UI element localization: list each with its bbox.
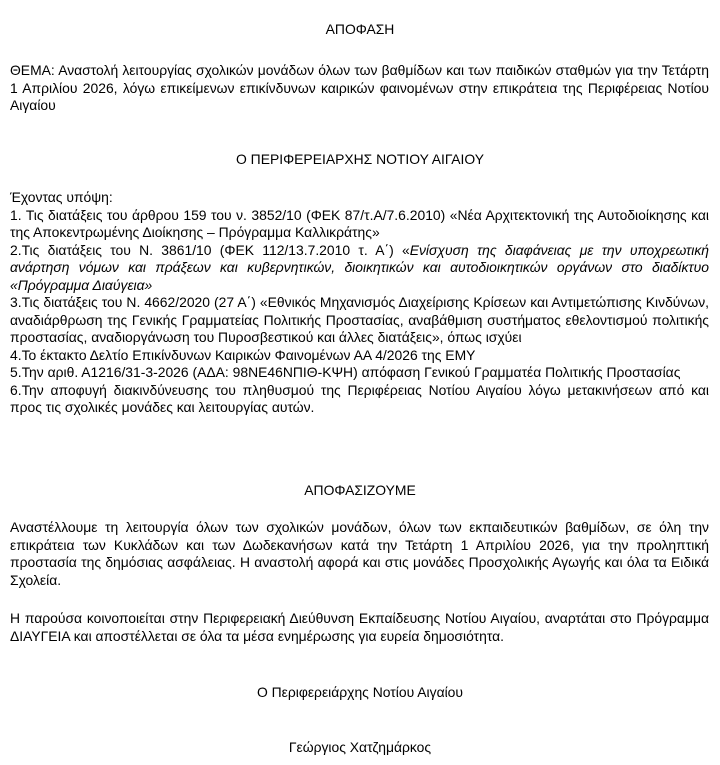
consideration-item-2-italic: Ενίσχυση της διαφάνειας με την υποχρεωτική ανάρτηση νόμων και πράξεων και κυβερνητικών, διοικητικών και αυτοδιοικητικών οργάνων στο διαδίκτυο «Πρόγραμμα Διαύγεια» xyxy=(10,241,709,293)
consideration-item-4 xyxy=(10,347,709,365)
consideration-item-3 xyxy=(10,294,709,347)
notice-paragraph: Η παρούσα κοινοποιείται στην Περιφερειακή Διεύθυνση Εκπαίδευσης Νοτίου Αιγαίου, αναρτάται στο Πρόγραμμα ΔΙΑΥΓΕΙΑ και αποστέλλεται σε όλα τα μέσα ενημέρωσης για ευρεία δημοσιότητα. xyxy=(10,610,709,644)
authority-heading: Ο ΠΕΡΙΦΕΡΕΙΑΡΧΗΣ ΝΟΤΙΟΥ ΑΙΓΑΙΟΥ xyxy=(236,151,484,167)
consideration-item-6 xyxy=(10,382,709,417)
consideration-item-2 xyxy=(10,242,709,295)
signature-name: Γεώργιος Χατζημάρκος xyxy=(288,739,432,755)
decide-heading: ΑΠΟΦΑΣΙΖΟΥΜΕ xyxy=(304,482,416,498)
consideration-item-3-text: 3.Τις διατάξεις του Ν. 4662/2020 (27 Α΄) «Εθνικός Μηχανισμός Διαχείρισης Κρίσεων και Αντιμετώπισης Κινδύνων, αναδιάρθρωση της Γενικής Γραμματείας Πολιτικής Προστασίας, αναβάθμιση συστήματος εθελοντισμού πολιτικής προστασίας, αναδιοργάνωση του Πυροσβεστικού και άλλες διατάξεις», όπως ισχύει xyxy=(10,294,709,345)
consideration-item-5 xyxy=(10,364,709,382)
consideration-item-5-text: 5.Την αριθ. Α1216/31-3-2026 (ΑΔΑ: 98ΝΕ46ΝΠΙΘ-ΚΨΗ) απόφαση Γενικού Γραμματέα Πολιτικής Προστασίας xyxy=(10,364,681,380)
consideration-item-4-text: 4.Το έκτακτο Δελτίο Επικίνδυνων Καιρικών Φαινομένων ΑΑ 4/2026 της ΕΜΥ xyxy=(10,346,476,363)
subject-paragraph: ΘΕΜΑ: Αναστολή λειτουργίας σχολικών μονάδων όλων των βαθμίδων και των παιδικών σταθμών για την Τετάρτη 1 Απριλίου 2026, λόγω επικείμενων επικίνδυνων καιρικών φαινομένων στην επικράτεια της Περιφέρειας Νοτίου Αιγαίου xyxy=(10,62,709,113)
consideration-item-1 xyxy=(10,207,709,242)
decision-paragraph: Αναστέλλουμε τη λειτουργία όλων των σχολικών μονάδων, όλων των εκπαιδευτικών βαθμίδων, σε όλη την επικράτεια των Κυκλάδων και των Δωδεκανήσων κατά την Τετάρτη 1 Απριλίου 2026, για την προληπτική προστασία της δημόσιας ασφάλειας. Η αναστολή αφορά και στις μονάδες Προσχολικής Αγωγής και όλα τα Ειδικά Σχολεία. xyxy=(10,519,709,588)
signature-title: Ο Περιφερειάρχης Νοτίου Αιγαίου xyxy=(256,684,464,700)
consideration-item-1-text: 1. Τις διατάξεις του άρθρου 159 του ν. 3852/10 (ΦΕΚ 87/τ.Α/7.6.2010) «Νέα Αρχιτεκτονική της Αυτοδιοίκησης και της Αποκεντρωμένης Διοίκησης – Πρόγραμμα Καλλικράτης» xyxy=(10,206,709,240)
considerations-heading: Έχοντας υπόψη: xyxy=(10,189,113,205)
consideration-item-6-text: 6.Την αποφυγή διακινδύνευσης του πληθυσμού της Περιφέρειας Νοτίου Αιγαίου λόγω μετακινήσεων από και προς τις σχολικές μονάδες και λειτουργίας αυτών. xyxy=(10,381,709,415)
considerations-section xyxy=(10,189,709,417)
consideration-item-2-text: 2.Τις διατάξεις του Ν. 3861/10 (ΦΕΚ 112/13.7.2010 τ. Α΄) « xyxy=(10,241,410,258)
document-title: ΑΠΟΦΑΣΗ xyxy=(325,21,395,37)
